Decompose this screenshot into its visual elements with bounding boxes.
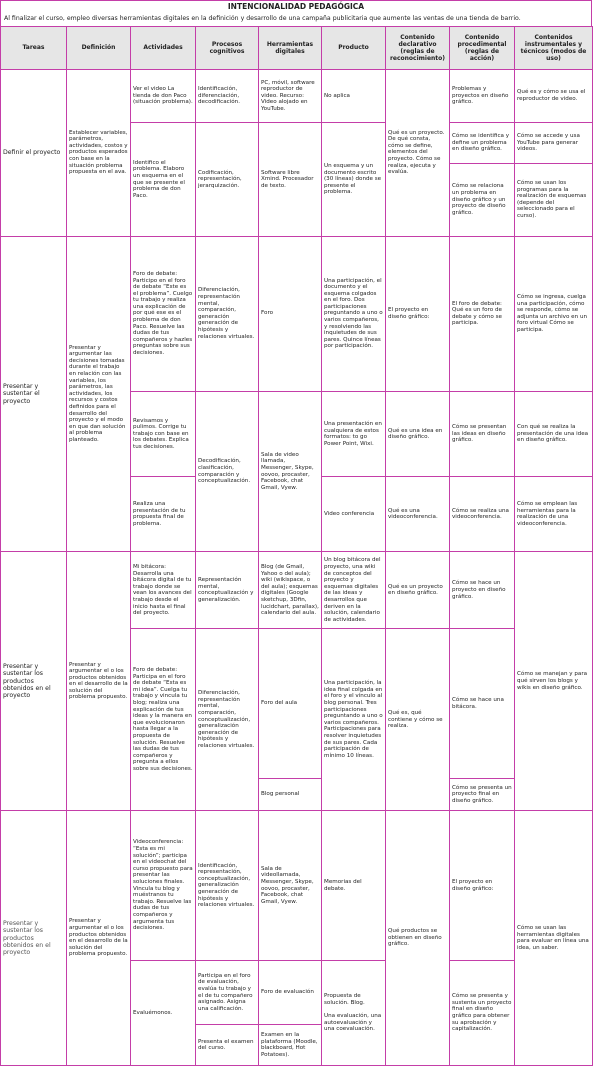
declarative-cell: Qué es una videoconferencia. [386,477,450,552]
task-cell: Presentar y sustentar los productos obtenidos en el proyecto [1,552,67,811]
header-actividades: Actividades [131,27,196,70]
tool-cell: Blog (de Gmail, Yahoo o del aula); wiki (wikispace, o del aula); esquemas digitales (Google sketchup, 3Dfin, lucidchart, parallax), calendario del aula. [259,552,322,629]
declarative-cell: Qué es un proyecto en diseño gráfico. [386,552,450,629]
procedural-cell: Cómo se hace un proyecto en diseño gráfico. [450,552,515,629]
procedural-cell: Cómo se presenta un proyecto final en diseño gráfico. [450,779,515,811]
product-cell: Memorias del debate. [322,811,386,961]
tool-cell: PC, móvil, software reproductor de video. Recurso: Video alojado en YouTube. [259,69,322,123]
definition-cell: Presentar y argumentar el o los productos obtenidos en el desarrollo de la solución del problema propuesto. [67,811,131,1066]
procedural-cell: El foro de debate: Qué es un foro de debate y cómo se participa. [450,236,515,391]
instrumental-cell: Cómo se usan los programas para la realización de esquemas (depende del seleccionado para el curso). [515,163,593,236]
task-cell: Presentar y sustentar el proyecto [1,236,67,552]
procedural-cell: Cómo se presenta y sustenta un proyecto final en diseño gráfico para obtener su aprobación y capitalización. [450,961,515,1066]
tool-cell: Foro de evaluación [259,961,322,1025]
process-cell: Representación mental, conceptualización y generalización. [196,552,259,629]
product-cell: No aplica [322,69,386,123]
header-instrumentales: Contenidos instrumentales y técnicos (modos de uso) [515,27,593,70]
instrumental-cell: Qué es y cómo se usa el reproductor de video. [515,69,593,123]
process-cell: Diferenciación, representación mental, comparación, conceptualización, generalización generación de hipótesis y relaciones virtuales. [196,629,259,811]
pedagogy-table [0,26,593,1066]
process-cell: Presenta el examen del curso. [196,1025,259,1066]
product-cell: Video conferencia [322,477,386,552]
instrumental-cell: Cómo se ingresa, cuelga una participación, cómo se responde, cómo se adjunta un archivo en un foro virtual Cómo se participa. [515,236,593,391]
instrumental-cell: Cómo se manejan y para qué sirven los blogs y wikis en diseño gráfico. [515,552,593,811]
header-procedimental: Contenido procedimental (reglas de acción) [450,27,515,70]
instrumental-cell: Cómo se emplean las herramientas para la realización de una videoconferencia. [515,477,593,552]
tool-cell: Blog personal [259,779,322,811]
procedural-cell: Problemas y proyectos en diseño gráfico. [450,69,515,123]
definition-cell: Presentar y argumentar las decisiones tomadas durante el trabajo en relación con las variables, los parámetros, las actividades, los recursos y costos definidos para el desarrollo del proyecto y el modo en que dan solución al problema planteado. [67,236,131,552]
header-row [1,27,593,70]
tool-cell: Foro [259,236,322,391]
product-cell: Un blog bitácora del proyecto, una wiki de conceptos del proyecto y esquemas digitales de las ideas y desarrollos que deriven en la solución, calendario de actividades. [322,552,386,629]
activity-cell: Foro de debate: Participo en el foro de debate “Este es el problema”. Cuelgo tu trabajo y realiza una explicación de por qué ese es el problema de don Paco. Resuelve las dudas de tus compañeros y hazles preguntas sobre sus decisiones. [131,236,196,391]
task-cell: Definir el proyecto [1,69,67,236]
document-subtitle: Al finalizar el curso, empleo diversas herramientas digitales en la definición y desarrollo de una campaña publicitaria que aumente las ventas de una tienda de barrio. [0,12,592,26]
activity-cell: Revisamos y pulimos. Corrige tu trabajo con base en los debates. Explica tus decisiones. [131,391,196,477]
process-cell: Identificación, diferenciación, decodificación. [196,69,259,123]
table-row [1,69,593,123]
product-cell [322,961,386,1066]
tool-cell: Examen en la plataforma (Moodle, blackboard, Hot Potatoes). [259,1025,322,1066]
process-cell: Diferenciación, representación mental, comparación, generación generación de hipótesis y relaciones virtuales. [196,236,259,391]
product-cell: Una presentación en cualquiera de estos formatos: to go Power Point, Wixi. [322,391,386,477]
declarative-cell: Qué es un proyecto. De qué consta, cómo se define, elementos del proyecto. Cómo se realiza, ejecuta y evalúa. [386,69,450,236]
definition-cell: Presentar y argumentar el o los productos obtenidos en el desarrollo de la solución del problema propuesto. [67,552,131,811]
process-cell: Codificación, representación, jerarquización. [196,123,259,236]
header-definicion: Definición [67,27,131,70]
activity-cell: Realiza una presentación de tu propuesta final de problema. [131,477,196,552]
declarative-cell: Qué es una idea en diseño gráfico. [386,391,450,477]
table-row [1,811,593,961]
header-herramientas: Herramientas digitales [259,27,322,70]
process-cell: Participa en el foro de evaluación, evalúa tu trabajo y el de tu compañero asignado. Asigna una calificación. [196,961,259,1025]
procedural-cell: El proyecto en diseño gráfico: [450,811,515,961]
activity-cell: Videoconferencia: “Esta es mi solución”; participa en el videochat del curso propuesto para presentar las soluciones finales. Vincula tu blog y muéstranos tu trabajo. Resuelve las dudas de tus compañeros y argumenta tus decisiones. [131,811,196,961]
procedural-cell: Cómo se identifica y define un problema en diseño gráfico. [450,123,515,164]
document-title: INTENCIONALIDAD PEDAGÓGICA [0,0,592,12]
tool-cell: Sala de videollamada, Messenger, Skype, oovoo, procaster, Facebook, chat Gmail, Vyew. [259,811,322,961]
process-cell: Identificación, representación, conceptualización, generalización generación de hipótesis y relaciones virtuales. [196,811,259,961]
activity-cell: Mi bitácora: Desarrolla una bitácora digital de tu trabajo donde se vean los avances del trabajo desde el inicio hasta el final del proyecto. [131,552,196,629]
instrumental-cell: Cómo se accede y usa YouTube para generar videos. [515,123,593,164]
product-cell: Un esquema y un documento escrito (30 líneas) donde se presente el problema. [322,123,386,236]
product-text: Una evaluación, una autoevaluación y una coevaluación. [324,1013,382,1033]
table-row [1,236,593,391]
header-producto: Producto [322,27,386,70]
definition-cell: Establecer variables, parámetros, actividades, costos y productos esperados con base en la situación problema propuesta en el ava. [67,69,131,236]
tool-cell: Software libre Xmind. Procesador de texto. [259,123,322,236]
procedural-cell: Cómo se hace una bitácora. [450,629,515,779]
task-cell: Presentar y sustentar los productos obtenidos en el proyecto [1,811,67,1066]
header-tareas: Tareas [1,27,67,70]
process-cell: Decodificación, clasificación, comparación y conceptualización. [196,391,259,551]
product-cell: Una participación, la idea final colgada en el foro y el vínculo al blog personal. Tres participaciones preguntando a uno o varios compañeros. Participaciones para resolver inquietudes de sus pares. Cada participación de mínimo 10 líneas. [322,629,386,811]
header-declarativo: Contenido declarativo (reglas de reconocimiento) [386,27,450,70]
header-procesos: Procesos cognitivos [196,27,259,70]
tool-cell: Foro del aula [259,629,322,779]
tool-cell: Sala de video llamada, Messenger, Skype, oovoo, procaster, Facebook, chat Gmail, Vyew. [259,391,322,551]
instrumental-cell: Cómo se usan las herramientas digitales para evaluar en línea una idea, un saber. [515,811,593,1066]
product-text: Propuesta de solución. Blog. [324,993,365,1006]
table-row [1,552,593,629]
activity-cell: Evaluémonos. [131,961,196,1066]
declarative-cell: El proyecto en diseño gráfico: [386,236,450,391]
activity-cell: Identifico el problema. Elaboro un esquema en el que se presente el problema de don Paco. [131,123,196,236]
declarative-cell: Qué es, qué contiene y cómo se realiza. [386,629,450,811]
procedural-cell: Cómo se presentan las ideas en diseño gráfico. [450,391,515,477]
declarative-cell: Qué productos se obtienen en diseño gráfico. [386,811,450,1066]
activity-cell: Ver el video La tienda de don Paco (situación problema). [131,69,196,123]
instrumental-cell: Con qué se realiza la presentación de una idea en diseño gráfico. [515,391,593,477]
activity-cell: Foro de debate: Participa en el foro de debate “Esta es mi idea”. Cuelga tu trabajo y vincula tu blog; realiza una explicación de tus ideas y la manera en que evolucionaron hasta llegar a la propuesta de solución. Resuelve las dudas de tus compañeros y pregunta a ellos sobre sus decisiones. [131,629,196,811]
product-cell: Una participación, el documento y el esquema colgados en el foro. Dos participaciones preguntando a uno o varios compañeros, y resolviendo las inquietudes de sus pares. Quince líneas por participación. [322,236,386,391]
procedural-cell: Cómo se realiza una videoconferencia. [450,477,515,552]
procedural-cell: Cómo se relaciona un problema en diseño gráfico y un proyecto de diseño gráfico. [450,163,515,236]
